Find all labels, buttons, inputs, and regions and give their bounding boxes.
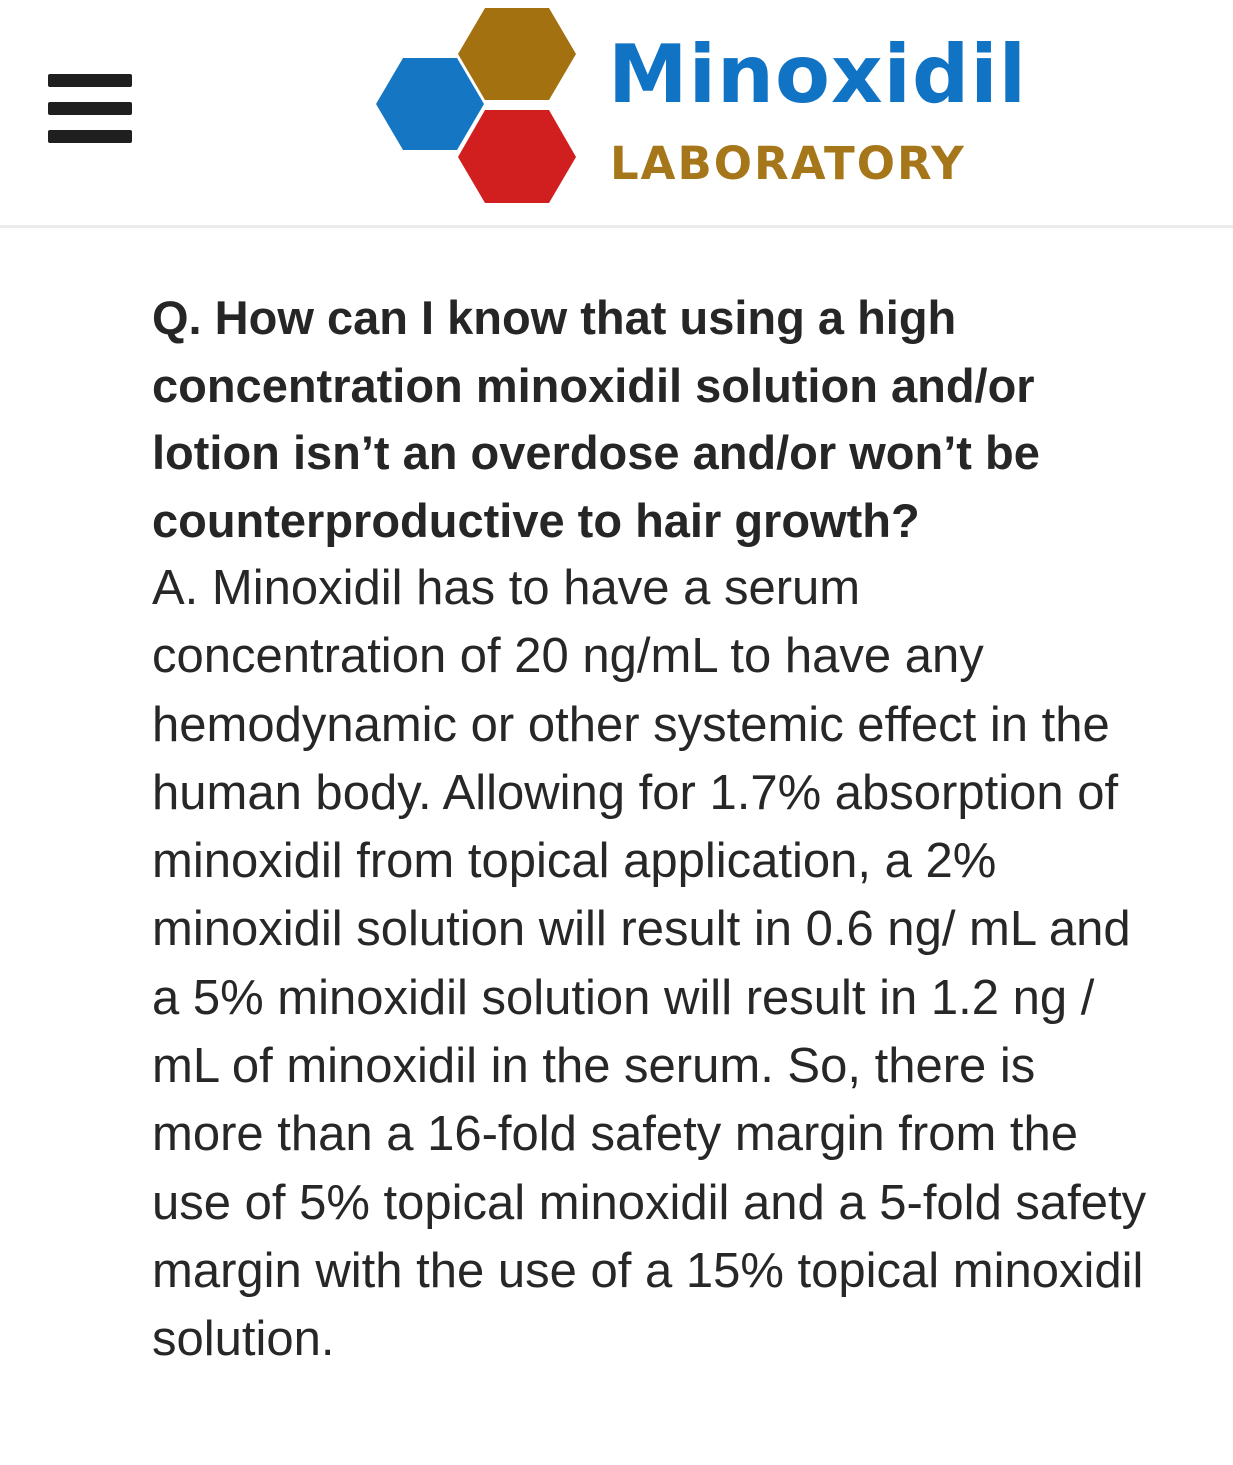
site-header [0, 0, 1233, 228]
faq-answer: A. Minoxidil has to have a serum concentration of 20 ng/mL to have any hemodynamic or other systemic effect in the human body. Allowing for 1.7% absorption of minoxidil from topical application, a 2% minoxidil solution will result in 0.6 ng/ mL and a 5% minoxidil solution will result in 1.2 ng / mL of minoxidil in the serum. So, there is more than a 16-fold safety margin from the use of 5% topical minoxidil and a 5-fold safety margin with the use of a 15% topical minoxidil solution. [152, 561, 1147, 1367]
red-hexagon-icon [458, 110, 576, 203]
menu-bar [48, 102, 132, 115]
menu-bar [48, 74, 132, 87]
gold-hexagon-icon [458, 8, 576, 100]
menu-bar [48, 130, 132, 143]
hamburger-menu-icon[interactable] [48, 72, 134, 146]
hexagon-logo-icon [370, 4, 590, 212]
article-content [152, 284, 1152, 1374]
logo-title: Minoxidil [608, 28, 1028, 121]
faq-question: Q. How can I know that using a high concentration minoxidil solution and/or lotion isn’t an overdose and/or won’t be counterproductive to hair growth? [152, 291, 1040, 547]
logo-subtitle: LABORATORY [610, 137, 966, 190]
blue-hexagon-icon [376, 58, 484, 150]
site-logo[interactable] [370, 4, 1028, 212]
